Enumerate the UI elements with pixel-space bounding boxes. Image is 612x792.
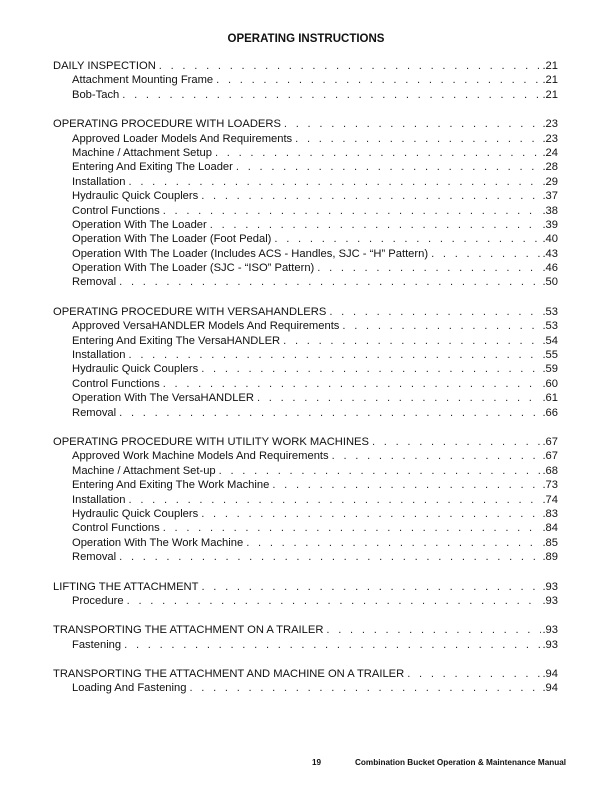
toc-section-lifting: [53, 580, 558, 609]
dot-leader: [201, 362, 541, 376]
toc-entry[interactable]: [53, 377, 558, 391]
toc-entry-label: Removal: [72, 551, 117, 564]
dot-leader: [216, 73, 541, 87]
dot-leader: [127, 594, 542, 608]
dot-leader: [119, 275, 541, 289]
toc-entry-label: Operation WIth The Loader (Includes ACS - Handles, SJC - “H” Pattern): [72, 247, 429, 260]
dot-leader: [274, 232, 541, 246]
toc-entry-label: Control Functions: [72, 522, 160, 535]
toc-page-number: .66: [542, 406, 558, 419]
toc-page-number: .21: [542, 88, 558, 101]
toc-entry[interactable]: [53, 681, 558, 695]
toc-page-number: .53: [542, 305, 558, 318]
toc-page-number: .24: [542, 146, 558, 159]
toc-page-number: .28: [542, 161, 558, 174]
toc-section-versahandlers: [53, 305, 558, 420]
toc-entry-label: Fastening: [72, 638, 122, 651]
toc-page-number: .23: [542, 118, 558, 131]
toc-entry[interactable]: [53, 550, 558, 564]
toc-entry-label: Entering And Exiting The Work Machine: [72, 479, 270, 492]
toc-entry-label: Removal: [72, 406, 117, 419]
dot-leader: [201, 189, 541, 203]
toc-entry[interactable]: [53, 73, 558, 87]
dot-leader: [407, 667, 541, 681]
toc-entry[interactable]: [53, 204, 558, 218]
toc-entry-label: Machine / Attachment Set-up: [72, 464, 216, 477]
toc-entry[interactable]: [53, 594, 558, 608]
toc-section-transport-attachment: [53, 623, 558, 652]
toc-entry-label: Operation With The Loader: [72, 218, 207, 231]
dot-leader: [163, 204, 542, 218]
toc-page-number: .55: [542, 349, 558, 362]
toc-page-number: .93: [542, 594, 558, 607]
dot-leader: [317, 261, 541, 275]
toc-page-number: .53: [542, 320, 558, 333]
toc-page-number: .29: [542, 175, 558, 188]
dot-leader: [129, 348, 542, 362]
dot-leader: [236, 160, 542, 174]
page-title: OPERATING INSTRUCTIONS: [227, 33, 385, 45]
toc-page-number: .46: [542, 262, 558, 275]
toc-entry[interactable]: [53, 362, 558, 376]
toc-section-daily-inspection: [53, 59, 558, 102]
toc-entry-label: Entering And Exiting The Loader: [72, 161, 233, 174]
toc-entry-label: Control Functions: [72, 377, 160, 390]
toc-entry[interactable]: [53, 232, 558, 246]
toc-entry-label: Operation With The VersaHANDLER: [72, 392, 254, 405]
toc-heading[interactable]: [53, 580, 558, 594]
toc-entry[interactable]: [53, 334, 558, 348]
toc-heading[interactable]: [53, 117, 558, 131]
toc-entry-label: Approved Loader Models And Requirements: [72, 132, 293, 145]
toc-heading[interactable]: [53, 667, 558, 681]
toc-entry-label: Hydraulic Quick Couplers: [72, 363, 199, 376]
toc-entry[interactable]: [53, 348, 558, 362]
toc-entry-label: Approved Work Machine Models And Requirements: [72, 450, 329, 463]
toc-page-number: .68: [542, 464, 558, 477]
toc-entry-label: Removal: [72, 276, 117, 289]
toc-entry-label: Installation: [72, 493, 126, 506]
dot-leader: [283, 334, 541, 348]
toc-page-number: .67: [542, 450, 558, 463]
dot-leader: [329, 305, 541, 319]
toc-page-number: .50: [542, 276, 558, 289]
dot-leader: [332, 449, 542, 463]
footer-page-number: 19: [312, 758, 322, 767]
dot-leader: [246, 536, 541, 550]
toc-page-number: .21: [542, 60, 558, 72]
toc-entry[interactable]: [53, 88, 558, 102]
toc-heading-label: OPERATING PROCEDURE WITH VERSAHANDLERS: [53, 305, 327, 318]
toc-entry-label: Hydraulic Quick Couplers: [72, 507, 199, 520]
toc-page-number: .93: [542, 638, 558, 651]
toc-entry[interactable]: [53, 521, 558, 535]
table-of-contents: [53, 59, 558, 711]
dot-leader: [257, 391, 541, 405]
toc-section-utility-work-machines: [53, 435, 558, 565]
toc-entry-label: Hydraulic Quick Couplers: [72, 190, 199, 203]
toc-page-number: .73: [542, 479, 558, 492]
dot-leader: [201, 580, 541, 594]
toc-entry-label: Machine / Attachment Setup: [72, 146, 212, 159]
toc-entry[interactable]: [53, 275, 558, 289]
toc-entry[interactable]: [53, 247, 558, 261]
toc-entry-label: Procedure: [72, 594, 124, 607]
toc-entry[interactable]: [53, 146, 558, 160]
dot-leader: [295, 132, 541, 146]
dot-leader: [215, 146, 542, 160]
toc-entry[interactable]: [53, 218, 558, 232]
footer-manual-title: Combination Bucket Operation & Maintenance Manual: [355, 758, 567, 767]
toc-entry-label: Operation With The Loader (SJC - “ISO” Pattern): [72, 262, 315, 275]
dot-leader: [201, 507, 541, 521]
dot-leader: [163, 521, 542, 535]
toc-entry[interactable]: [53, 261, 558, 275]
dot-leader: [119, 550, 541, 564]
toc-entry-label: Installation: [72, 349, 126, 362]
toc-page-number: .74: [542, 493, 558, 506]
toc-page-number: .94: [542, 682, 558, 695]
toc-heading[interactable]: [53, 305, 558, 319]
toc-entry[interactable]: [53, 449, 558, 463]
toc-heading[interactable]: [53, 435, 558, 449]
toc-page-number: .37: [542, 190, 558, 203]
dot-leader: [219, 464, 542, 478]
toc-entry-label: Operation With The Loader (Foot Pedal): [72, 233, 272, 246]
toc-entry-label: Approved VersaHANDLER Models And Requirements: [72, 320, 340, 333]
dot-leader: [129, 493, 542, 507]
toc-entry[interactable]: [53, 391, 558, 405]
dot-leader: [189, 681, 541, 695]
dot-leader: [159, 59, 542, 73]
toc-entry[interactable]: [53, 464, 558, 478]
dot-leader: [124, 638, 541, 652]
toc-page-number: .67: [542, 435, 558, 448]
dot-leader: [210, 218, 542, 232]
toc-section-loaders: [53, 117, 558, 290]
dot-leader: [272, 478, 541, 492]
toc-heading-label: TRANSPORTING THE ATTACHMENT ON A TRAILER: [53, 624, 324, 637]
toc-page-number: .23: [542, 132, 558, 145]
toc-page-number: .84: [542, 522, 558, 535]
toc-heading-label: DAILY INSPECTION: [53, 60, 156, 72]
toc-section-transport-attachment-machine: [53, 667, 558, 696]
toc-page-number: .43: [542, 247, 558, 260]
toc-entry-label: Entering And Exiting The VersaHANDLER: [72, 334, 281, 347]
toc-entry-label: Attachment Mounting Frame: [72, 74, 214, 87]
toc-entry[interactable]: [53, 189, 558, 203]
toc-entry[interactable]: [53, 319, 558, 333]
toc-entry[interactable]: [53, 493, 558, 507]
toc-entry-label: Installation: [72, 175, 126, 188]
toc-entry-label: Operation With The Work Machine: [72, 536, 244, 549]
toc-heading[interactable]: [53, 623, 558, 637]
toc-page-number: .39: [542, 218, 558, 231]
toc-entry[interactable]: [53, 160, 558, 174]
toc-entry-label: Loading And Fastening: [72, 682, 187, 695]
toc-entry[interactable]: [53, 507, 558, 521]
toc-entry-label: Bob-Tach: [72, 88, 120, 101]
toc-page-number: .83: [542, 507, 558, 520]
dot-leader: [372, 435, 541, 449]
toc-page-number: .94: [542, 668, 558, 681]
toc-entry[interactable]: [53, 478, 558, 492]
toc-page-number: .61: [542, 392, 558, 405]
dot-leader: [326, 623, 541, 637]
toc-heading-label: OPERATING PROCEDURE WITH LOADERS: [53, 118, 281, 131]
toc-heading[interactable]: [53, 59, 558, 73]
toc-heading-label: TRANSPORTING THE ATTACHMENT AND MACHINE ON A TRAILER: [53, 668, 405, 681]
toc-entry[interactable]: [53, 406, 558, 420]
toc-entry[interactable]: [53, 175, 558, 189]
dot-leader: [284, 117, 542, 131]
toc-page-number: .93: [542, 624, 558, 637]
toc-page-number: .93: [542, 580, 558, 593]
toc-heading-label: OPERATING PROCEDURE WITH UTILITY WORK MACHINES: [53, 435, 369, 448]
toc-heading-label: LIFTING THE ATTACHMENT: [53, 580, 199, 593]
toc-entry[interactable]: [53, 638, 558, 652]
toc-page-number: .40: [542, 233, 558, 246]
toc-page-number: .89: [542, 551, 558, 564]
toc-page-number: .38: [542, 204, 558, 217]
toc-entry[interactable]: [53, 536, 558, 550]
toc-entry-label: Control Functions: [72, 204, 160, 217]
toc-page-number: .21: [542, 74, 558, 87]
toc-entry[interactable]: [53, 132, 558, 146]
dot-leader: [342, 319, 541, 333]
dot-leader: [122, 88, 541, 102]
dot-leader: [431, 247, 541, 261]
dot-leader: [163, 377, 542, 391]
toc-page-number: .60: [542, 377, 558, 390]
toc-page-number: .54: [542, 334, 558, 347]
dot-leader: [119, 406, 541, 420]
dot-leader: [129, 175, 542, 189]
toc-page-number: .85: [542, 536, 558, 549]
toc-page-number: .59: [542, 363, 558, 376]
